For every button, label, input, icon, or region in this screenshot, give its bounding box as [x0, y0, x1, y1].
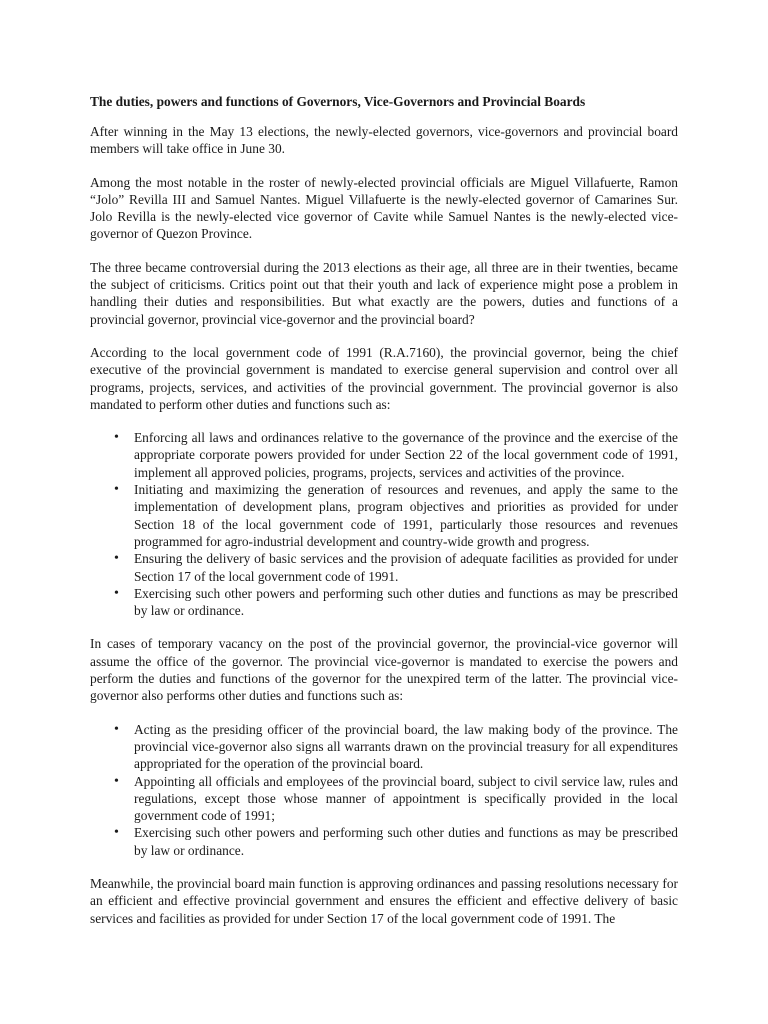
- list-item: • Exercising such other powers and performing such other duties and functions as may be prescribed by law or ordinance.: [134, 824, 678, 859]
- governor-duties-list: [90, 429, 678, 619]
- paragraph-provincial-board: Meanwhile, the provincial board main function is approving ordinances and passing resolutions necessary for an efficient and effective provincial government and ensures the efficient and effective delivery of basic services and facilities as provided for under Section 17 of the local government code of 1991. The: [90, 875, 678, 926]
- list-item: • Initiating and maximizing the generation of resources and revenues, and apply the same to the implementation of development plans, program objectives and priorities as provided for under Section 18 of the local government code of 1991, particularly those resources and revenues programmed for agro-industrial development and country-wide growth and progress.: [134, 481, 678, 550]
- list-item: • Acting as the presiding officer of the provincial board, the law making body of the province. The provincial vice-governor also signs all warrants drawn on the provincial treasury for all expenditures appropriated for the operation of the provincial board.: [134, 721, 678, 773]
- list-item: • Enforcing all laws and ordinances relative to the governance of the province and the exercise of the appropriate corporate powers provided for under Section 22 of the local government code of 1991, implement all approved policies, programs, projects, services and activities of the province.: [134, 429, 678, 481]
- vice-governor-duties-list: [90, 721, 678, 859]
- paragraph-governor-mandate: According to the local government code of 1991 (R.A.7160), the provincial governor, being the chief executive of the provincial government is mandated to exercise general supervision and control over all programs, projects, services, and activities of the provincial government. The provincial governor is also mandated to perform other duties and functions such as:: [90, 344, 678, 412]
- list-item: • Appointing all officials and employees of the provincial board, subject to civil service law, rules and regulations, except those whose manner of appointment is specifically provided in the local government code of 1991;: [134, 773, 678, 825]
- paragraph-notable-officials: Among the most notable in the roster of newly-elected provincial officials are Miguel Villafuerte, Ramon “Jolo” Revilla III and Samuel Nantes. Miguel Villafuerte is the newly-elected governor of Camarines Sur. Jolo Revilla is the newly-elected vice governor of Cavite while Samuel Nantes is the newly-elected vice-governor of Quezon Province.: [90, 174, 678, 242]
- list-item: • Exercising such other powers and performing such other duties and functions as may be prescribed by law or ordinance.: [134, 585, 678, 620]
- document-title: The duties, powers and functions of Governors, Vice-Governors and Provincial Boards: [90, 94, 586, 109]
- list-item: • Ensuring the delivery of basic services and the provision of adequate facilities as provided for under Section 17 of the local government code of 1991.: [134, 550, 678, 585]
- paragraph-controversy: The three became controversial during the 2013 elections as their age, all three are in their twenties, became the subject of criticisms. Critics point out that their youth and lack of experience might pose a problem in handling their duties and responsibilities. But what exactly are the powers, duties and functions of a provincial governor, provincial vice-governor and the provincial board?: [90, 259, 678, 327]
- paragraph-intro: After winning in the May 13 elections, the newly-elected governors, vice-governors and provincial board members will take office in June 30.: [90, 124, 678, 157]
- paragraph-vice-governor-mandate: In cases of temporary vacancy on the post of the provincial governor, the provincial-vice governor will assume the office of the governor. The provincial vice-governor is mandated to exercise the powers and perform the duties and functions of the governor for the unexpired term of the latter. The provincial vice-governor also performs other duties and functions such as:: [90, 636, 678, 704]
